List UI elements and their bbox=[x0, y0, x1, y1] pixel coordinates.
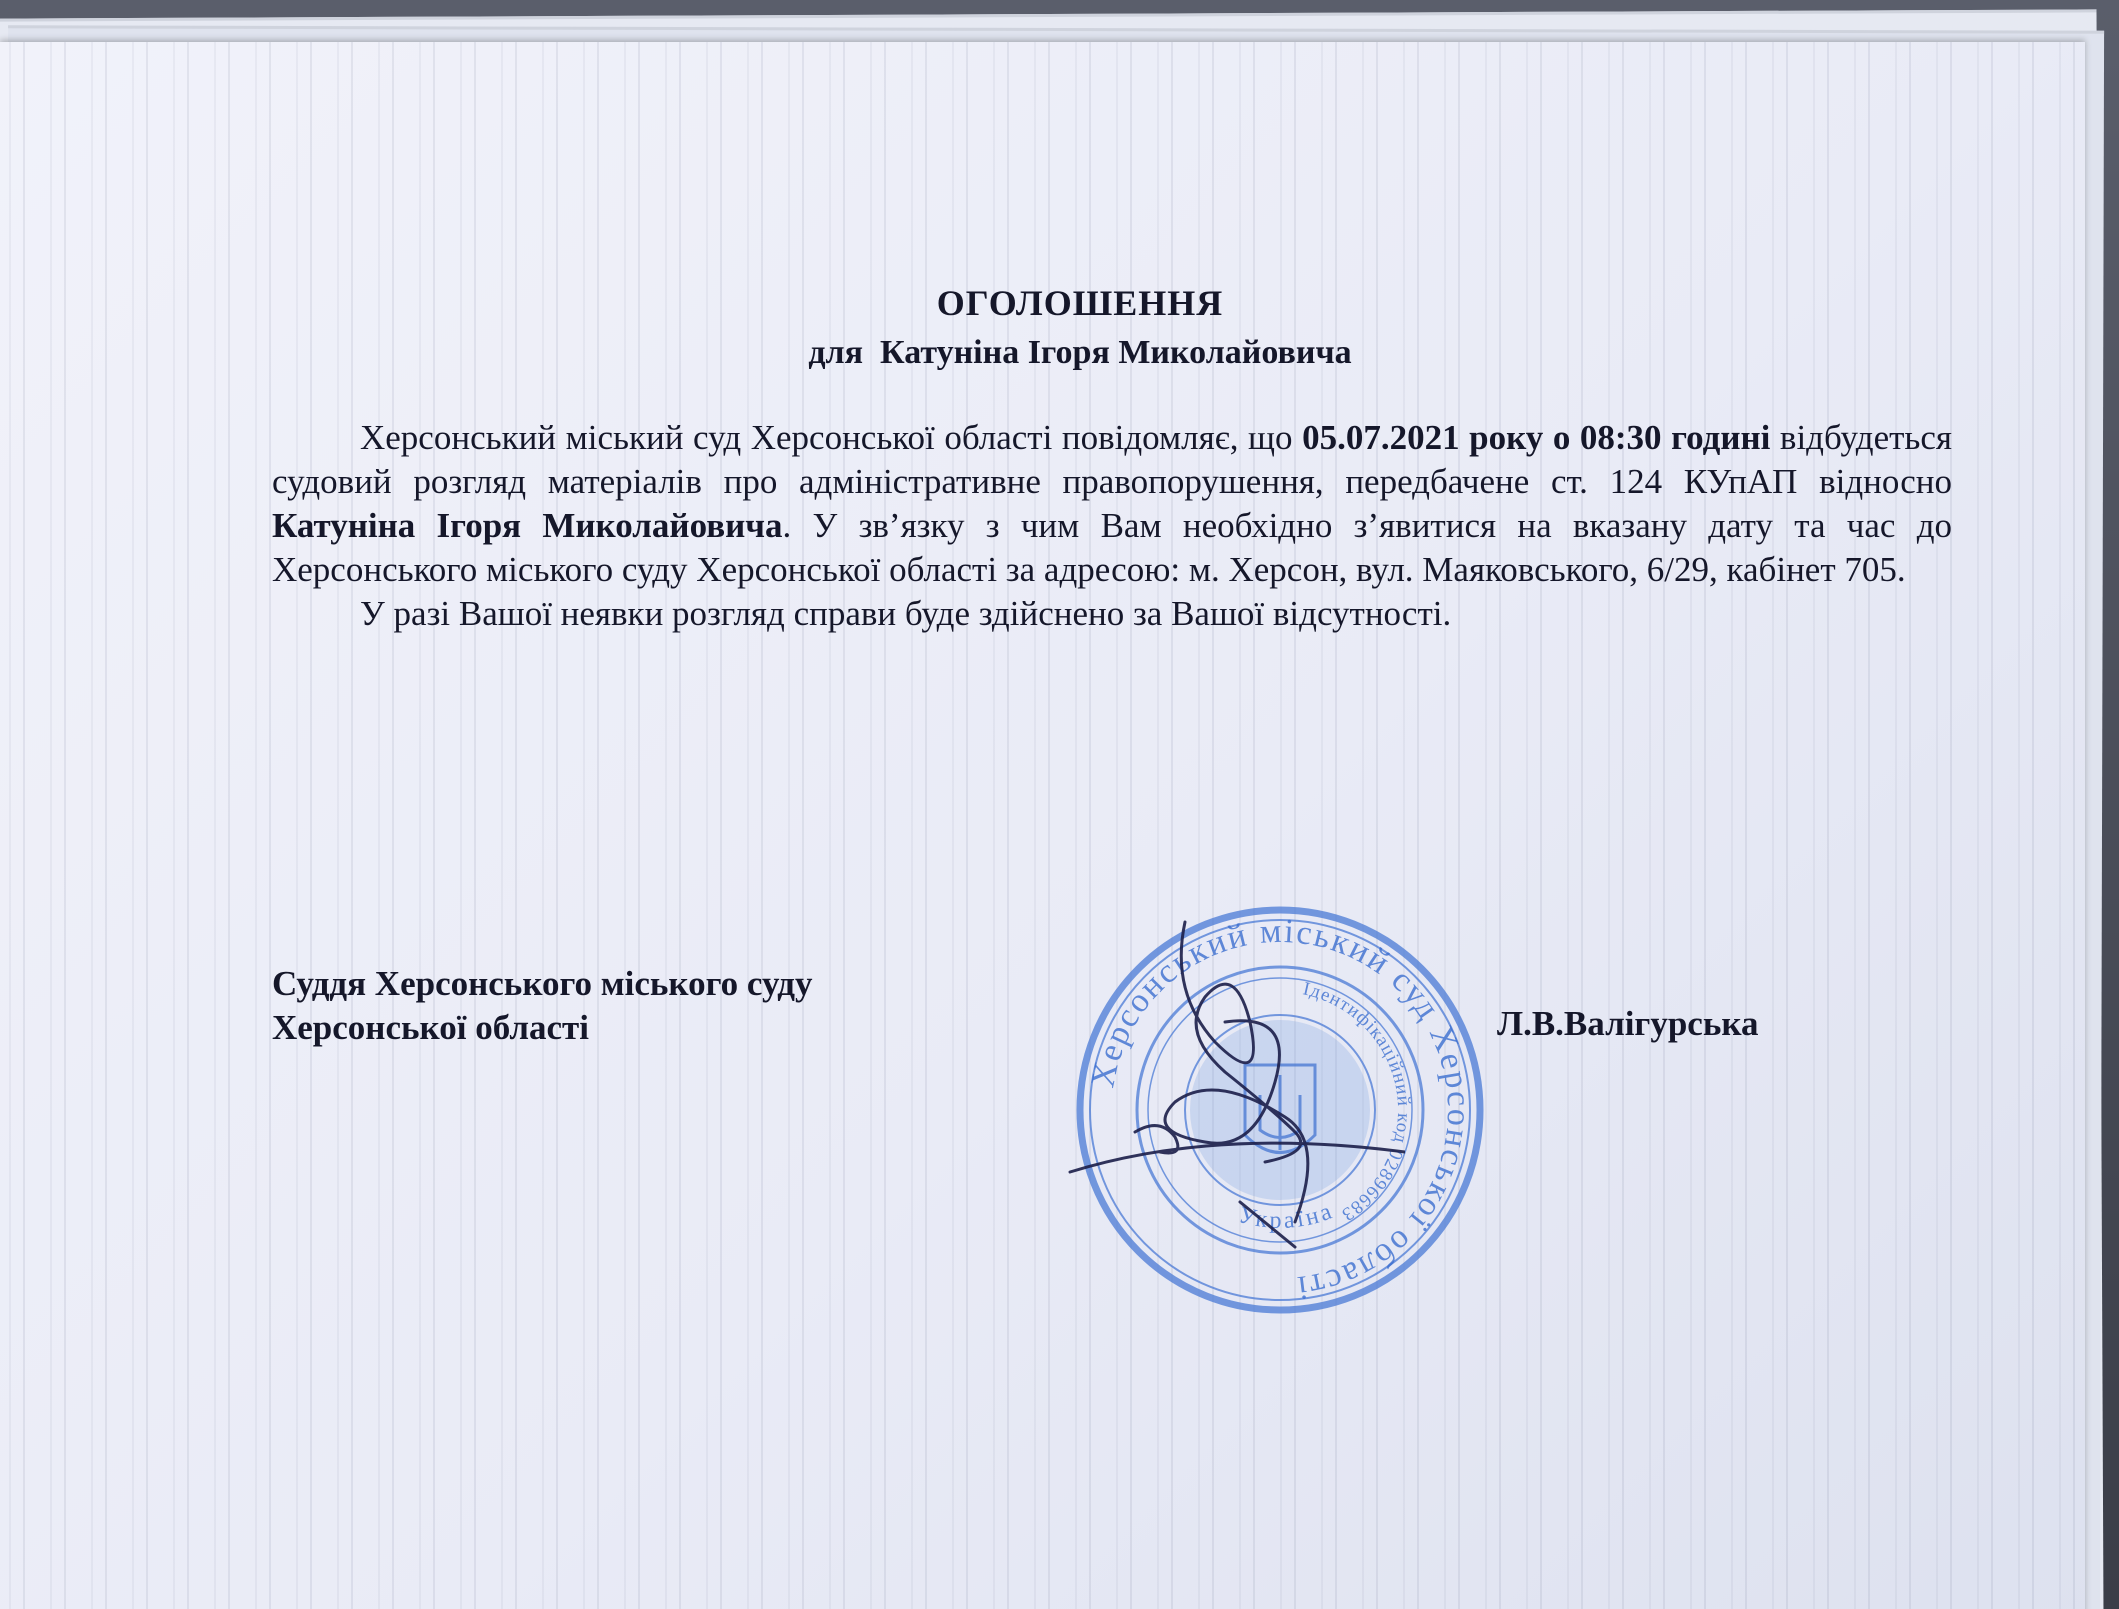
court-notice bbox=[0, 42, 2085, 1609]
signatory-title bbox=[272, 962, 812, 1050]
hearing-datetime: 05.07.2021 року о 08:30 годині bbox=[1302, 418, 1771, 457]
document-sheet bbox=[0, 42, 2085, 1609]
notice-body bbox=[272, 416, 1952, 636]
signatory-name: Л.В.Валігурська bbox=[1497, 1004, 1759, 1043]
handwritten-signature bbox=[1065, 902, 1405, 1262]
addressee-line bbox=[700, 334, 1460, 372]
notice-paragraph-main bbox=[272, 416, 1952, 592]
seal-outer-text: Херсонський міський суд Херсонської області bbox=[1084, 912, 1478, 1307]
notice-paragraph-absence: У разі Вашої неявки розгляд справи буде здійснено за Вашої відсутності. bbox=[360, 594, 1452, 633]
paragraph-text: відбудеться судовий розгляд матеріалів про адміністративне правопорушення, передбачене ст. 124 КУпАП відносно bbox=[272, 418, 1952, 501]
paragraph-text: . У зв’язку з чим Вам необхідно з’явитися на вказану дату та час до Херсонського міського суду Херсонської області за адресою: м. Херсон, вул. Маяковського, 6/29, кабінет 705. bbox=[272, 506, 1952, 589]
paragraph-text: Херсонський міський суд Херсонської області повідомляє, що bbox=[360, 418, 1303, 457]
signatory-title-line: Суддя Херсонського міського суду bbox=[272, 964, 813, 1003]
document-title: ОГОЛОШЕННЯ bbox=[936, 283, 1224, 323]
person-name: Катуніна Ігоря Миколайовича bbox=[272, 506, 783, 545]
addressee-name: Катуніна Ігоря Миколайовича bbox=[880, 334, 1352, 371]
seal-bottom-text: Україна bbox=[1235, 1197, 1338, 1235]
seal-inner-text: Ідентифікаційний код 02896683 bbox=[1300, 978, 1415, 1226]
addressee-prefix: для bbox=[808, 334, 863, 371]
signatory-title-line: Херсонської області bbox=[272, 1008, 589, 1047]
